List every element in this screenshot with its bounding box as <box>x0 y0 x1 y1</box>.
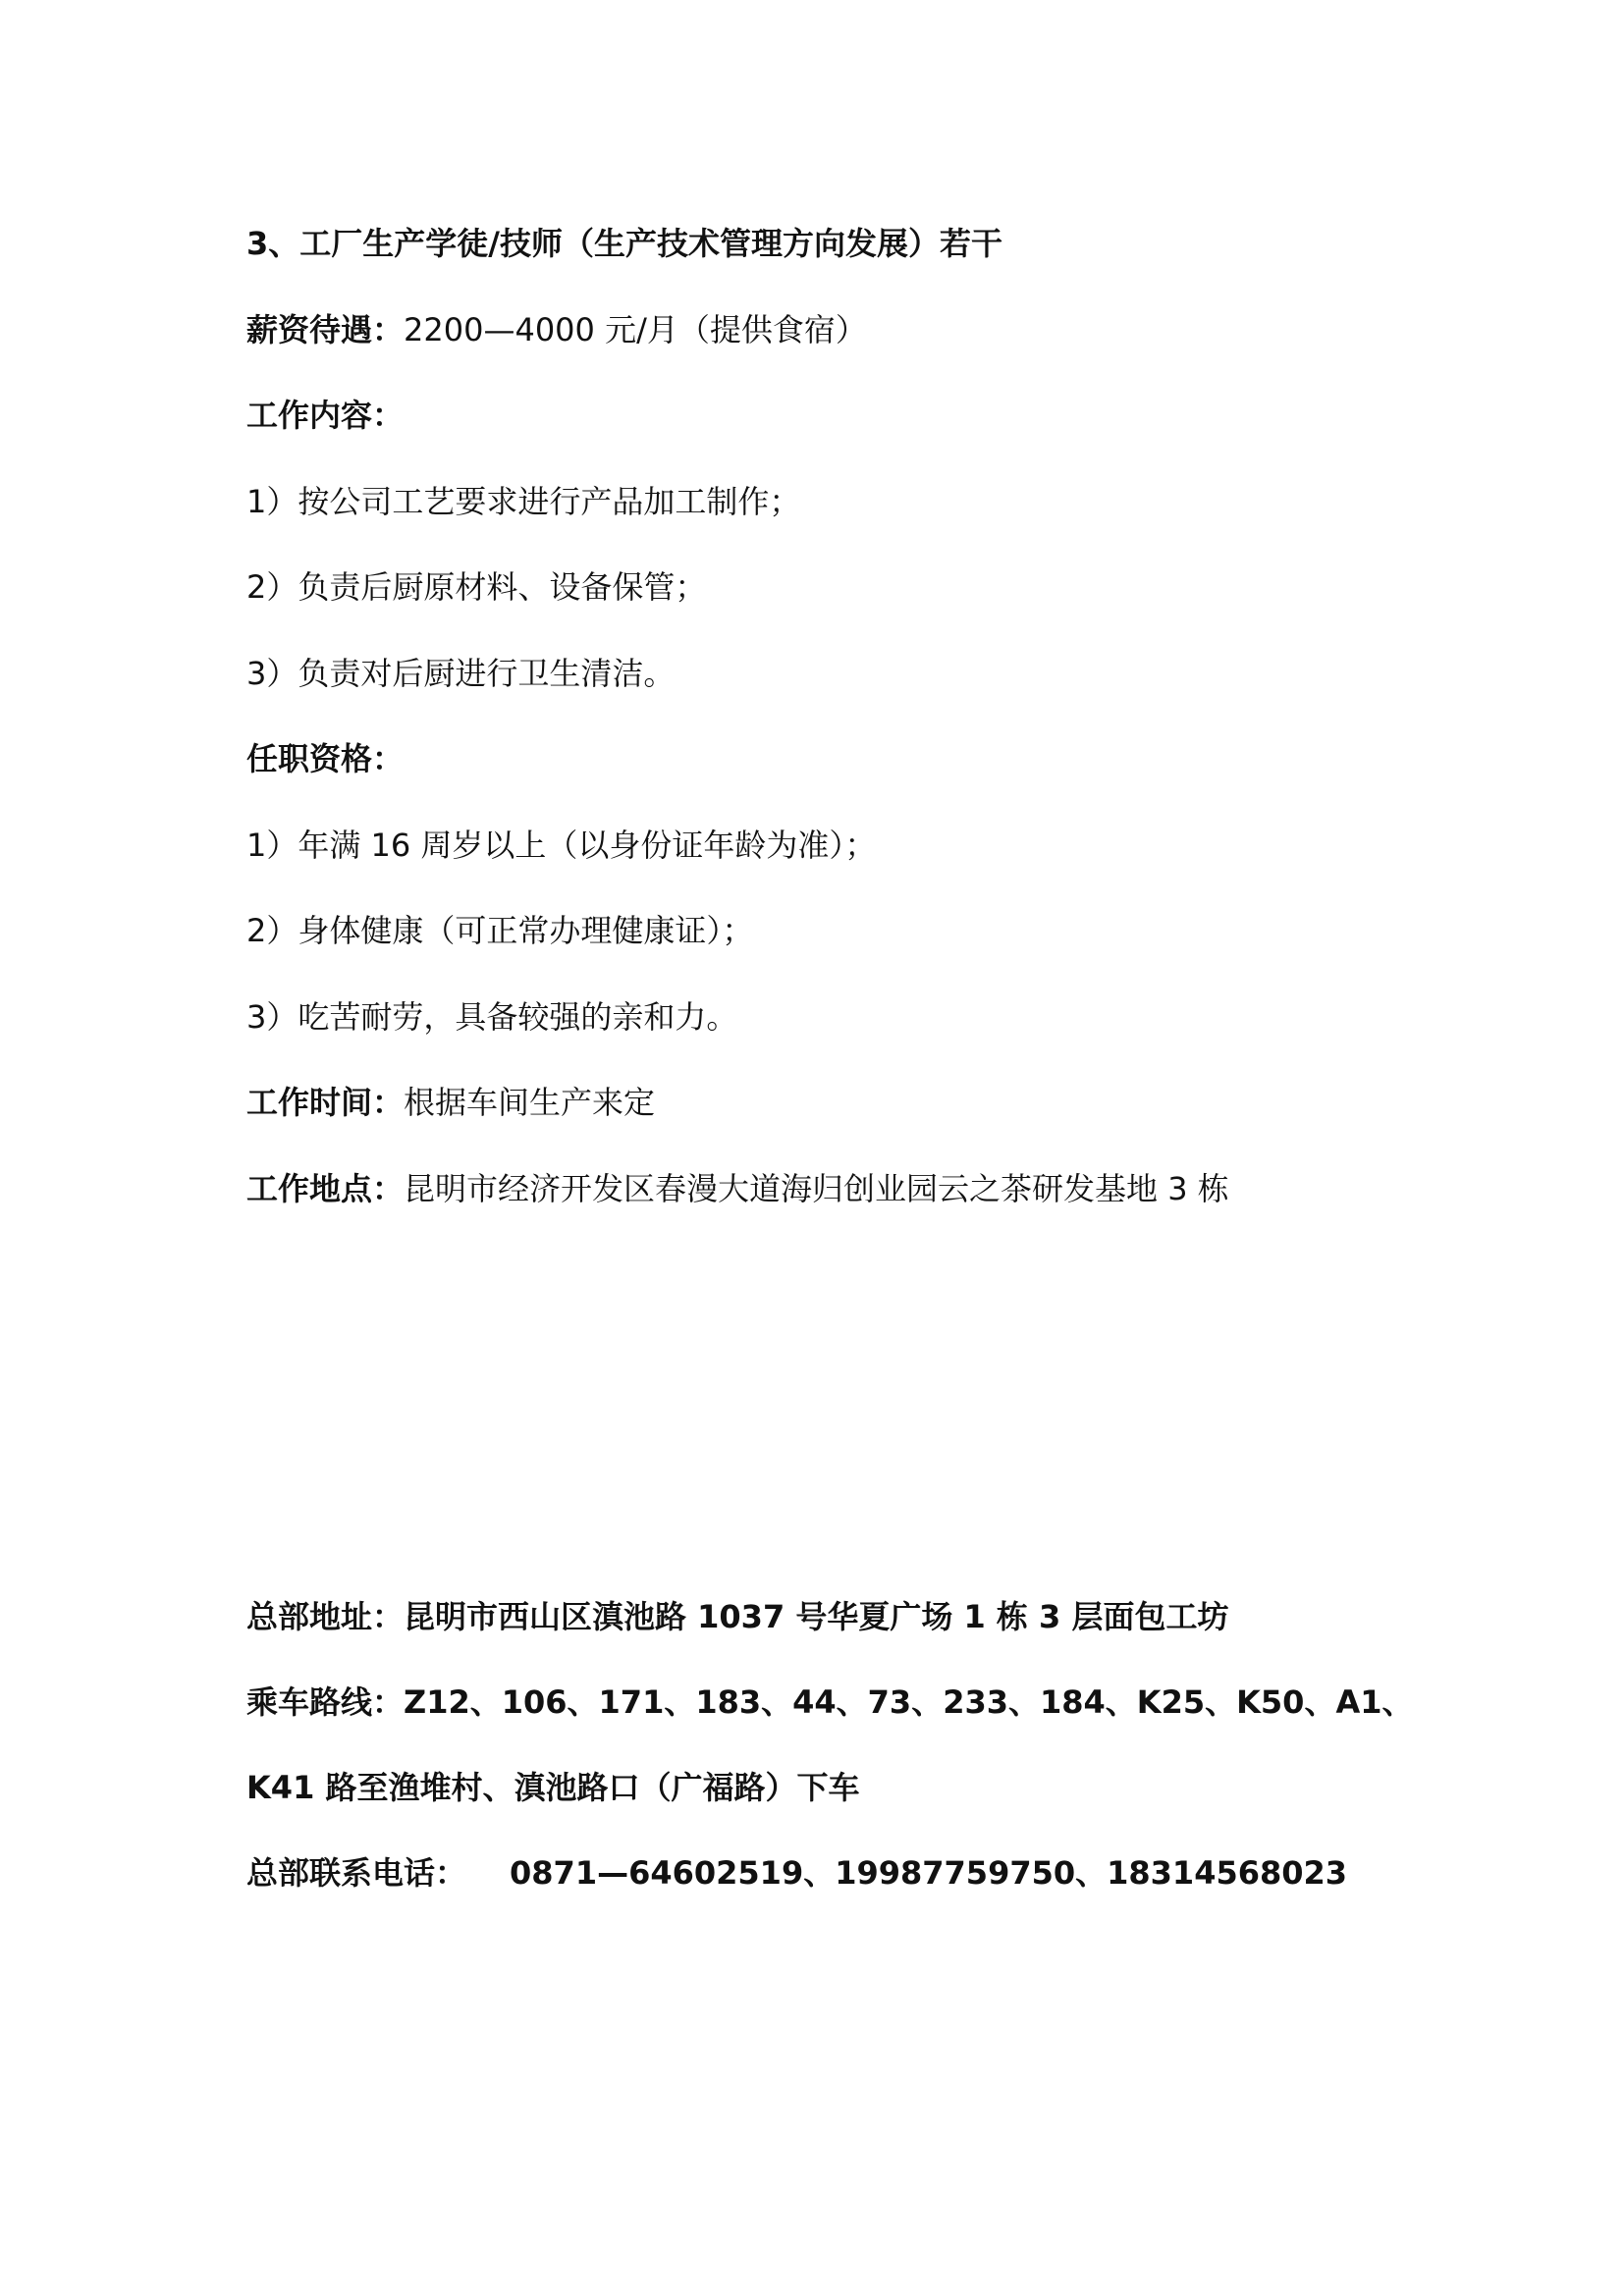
hq-phone-value: 0871—64602519、19987759750、18314568023 <box>510 1854 1348 1892</box>
salary-value: 2200—4000 元/月（提供食宿） <box>404 311 867 348</box>
bus-route-line-2: K41 路至渔堆村、滇池路口（广福路）下车 <box>246 1769 860 1806</box>
bus-route-line-1: 乘车路线：Z12、106、171、183、44、73、233、184、K25、K50、A1、 <box>246 1683 1414 1721</box>
salary-label: 薪资待遇： <box>246 311 405 348</box>
work-time-value: 根据车间生产来定 <box>404 1084 656 1121</box>
content-item: 2）负责后厨原材料、设备保管； <box>246 568 707 606</box>
content-item: 3）负责对后厨进行卫生清洁。 <box>246 655 676 692</box>
content-label: 工作内容： <box>246 397 405 434</box>
work-location-value: 昆明市经济开发区春漫大道海归创业园云之茶研发基地 3 栋 <box>404 1170 1229 1207</box>
qualification-item: 1）年满 16 周岁以上（以身份证年龄为准）； <box>246 827 877 864</box>
work-location-line <box>246 1167 1447 1210</box>
hq-phone-label: 总部联系电话： <box>246 1854 467 1892</box>
work-time-line <box>246 1081 1447 1124</box>
hq-address: 总部地址：昆明市西山区滇池路 1037 号华夏广场 1 栋 3 层面包工坊 <box>246 1598 1229 1635</box>
content-item: 1）按公司工艺要求进行产品加工制作； <box>246 483 801 520</box>
work-location-label: 工作地点： <box>246 1170 405 1207</box>
job-title: 3、工厂生产学徒/技师（生产技术管理方向发展）若干 <box>246 225 1002 262</box>
hq-phone-line <box>246 1851 1447 1895</box>
qualification-item: 3）吃苦耐劳，具备较强的亲和力。 <box>246 998 738 1036</box>
qualification-label: 任职资格： <box>246 740 405 777</box>
qualification-item: 2）身体健康（可正常办理健康证）； <box>246 912 754 949</box>
salary-line <box>246 308 1447 351</box>
work-time-label: 工作时间： <box>246 1084 405 1121</box>
